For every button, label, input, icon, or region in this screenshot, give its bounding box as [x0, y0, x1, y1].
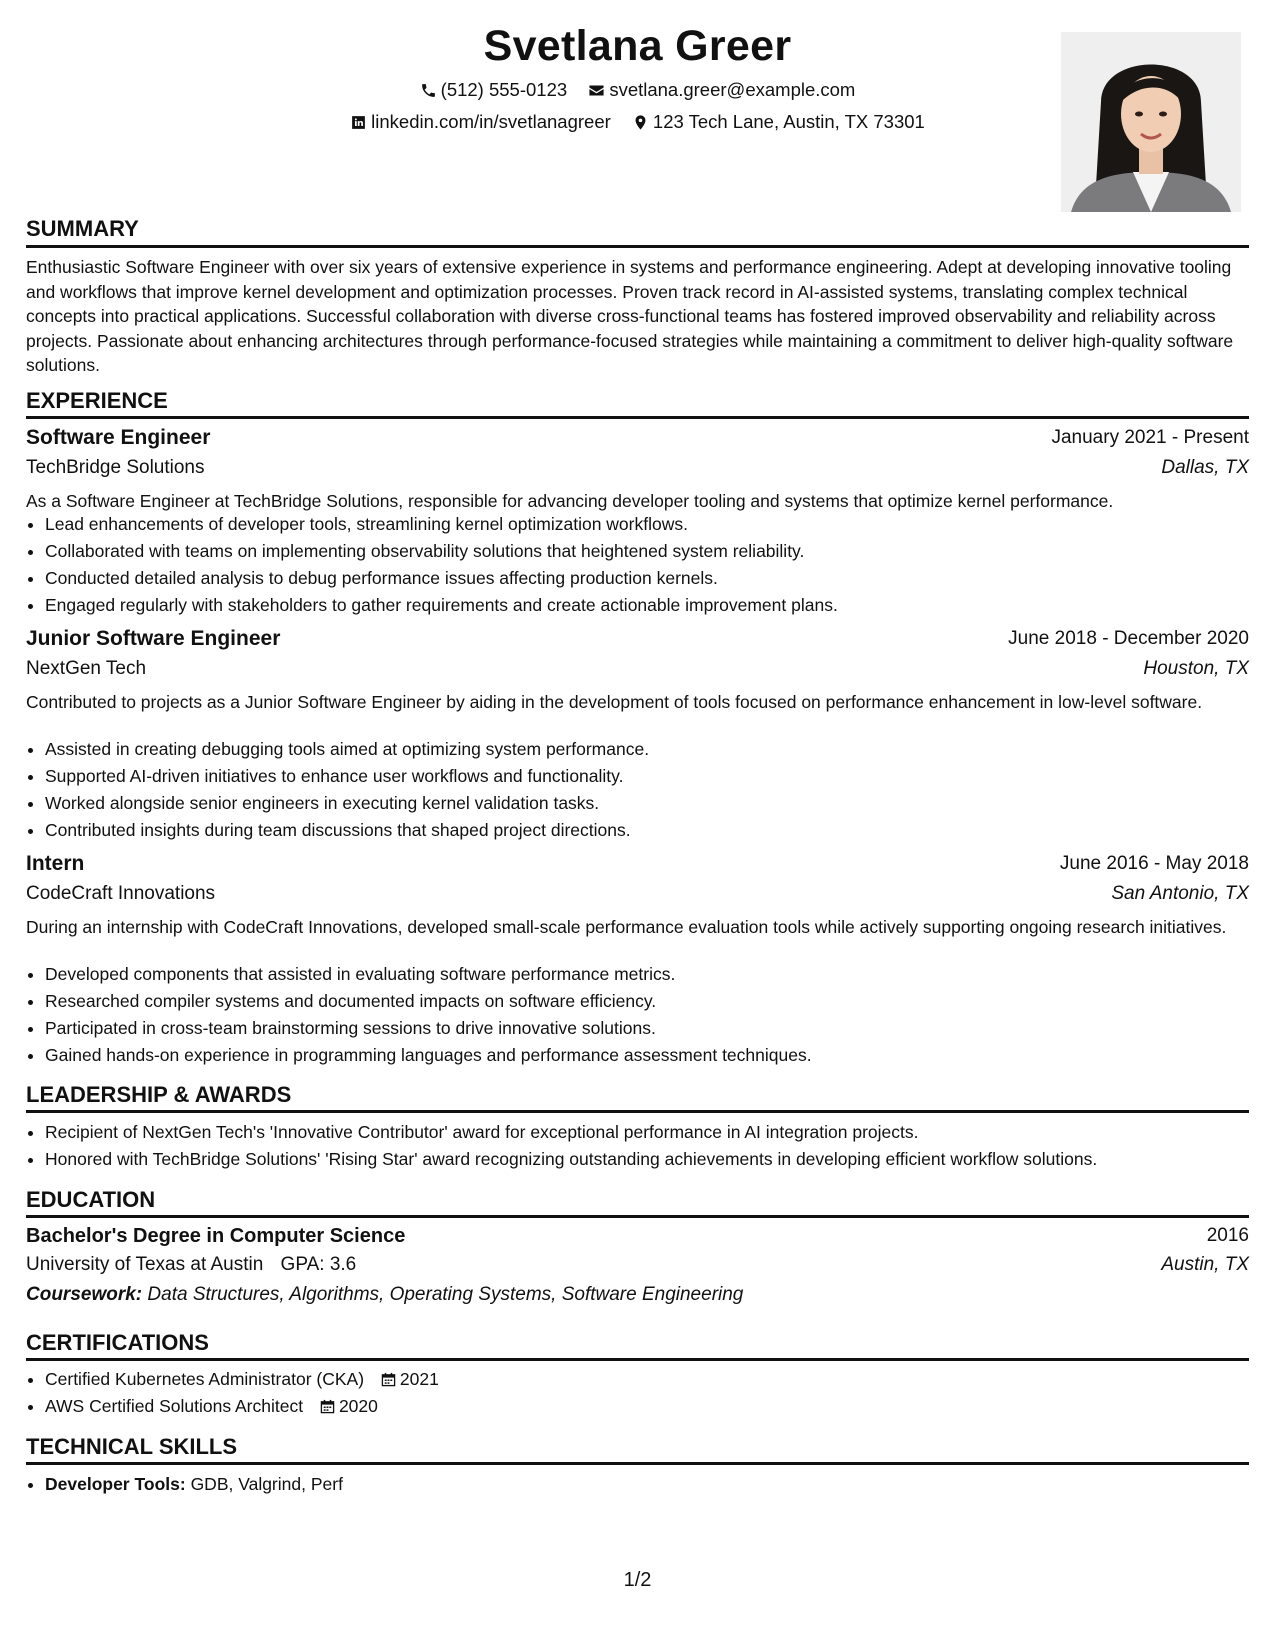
coursework-text: Data Structures, Algorithms, Operating Systems, Software Engineering: [147, 1284, 744, 1305]
job-title: Intern: [26, 852, 85, 875]
candidate-name: Svetlana Greer: [483, 22, 792, 70]
linkedin-item[interactable]: [350, 111, 611, 133]
address-item: [632, 111, 925, 133]
list-item: • Conducted detailed analysis to debug performance issues affecting production kernels.: [45, 565, 1268, 592]
phone-text: (512) 555-0123: [440, 79, 568, 100]
job-dates: June 2016 - May 2018: [1059, 853, 1249, 874]
certifications-list: [26, 1366, 1268, 1420]
job-bullets: [26, 511, 1268, 619]
address-text: 123 Tech Lane, Austin, TX 73301: [652, 111, 925, 132]
job-location: San Antonio, TX: [1111, 883, 1249, 904]
leadership-heading: LEADERSHIP & AWARDS: [26, 1082, 292, 1107]
skill-value: GDB, Valgrind, Perf: [190, 1474, 343, 1494]
graduation-year: 2016: [1206, 1225, 1249, 1246]
school-name: University of Texas at Austin: [26, 1254, 264, 1275]
school-line: [26, 1254, 356, 1276]
phone-icon: [420, 82, 437, 99]
phone-item: [420, 79, 568, 101]
list-item: • Worked alongside senior engineers in executing kernel validation tasks.: [45, 790, 1268, 817]
list-item: • Gained hands-on experience in programming languages and performance assessment techniques.: [45, 1042, 1268, 1069]
job-bullets: [26, 961, 1268, 1069]
summary-divider: [26, 245, 1249, 248]
coursework-line: [26, 1284, 743, 1306]
envelope-icon: [588, 82, 605, 99]
job-company: NextGen Tech: [26, 658, 147, 679]
certification-year: 2020: [338, 1396, 378, 1416]
list-item: • Supported AI-driven initiatives to enhance user workflows and functionality.: [45, 763, 1268, 790]
job-dates: January 2021 - Present: [1051, 427, 1249, 448]
degree-title: Bachelor's Degree in Computer Science: [26, 1225, 406, 1247]
list-item: [45, 1471, 1268, 1498]
list-item: • Developed components that assisted in evaluating software performance metrics.: [45, 961, 1268, 988]
linkedin-icon: [350, 114, 367, 131]
experience-heading: EXPERIENCE: [26, 388, 168, 413]
certification-name: Certified Kubernetes Administrator (CKA): [45, 1369, 365, 1389]
job-dates: June 2018 - December 2020: [1008, 628, 1249, 649]
list-item: • Participated in cross-team brainstorming sessions to drive innovative solutions.: [45, 1015, 1268, 1042]
skills-divider: [26, 1462, 1249, 1465]
list-item: [45, 1393, 1268, 1420]
certification-year: 2021: [399, 1369, 439, 1389]
skills-heading: TECHNICAL SKILLS: [26, 1434, 238, 1459]
list-item: • Collaborated with teams on implementing observability solutions that heightened system reliability.: [45, 538, 1268, 565]
leadership-bullets: [26, 1119, 1268, 1173]
email-item[interactable]: [588, 79, 855, 101]
profile-photo: [1061, 32, 1241, 212]
skills-list: [26, 1471, 1268, 1498]
gpa: GPA: 3.6: [280, 1254, 357, 1275]
list-item: • Honored with TechBridge Solutions' 'Rising Star' award recognizing outstanding achievements in developing efficient workflow solutions.: [45, 1146, 1268, 1173]
calendar-icon: [381, 1372, 396, 1387]
job-description: As a Software Engineer at TechBridge Solutions, responsible for advancing developer tooling and systems that optimize kernel performance.: [26, 491, 1114, 511]
job-location: Houston, TX: [1143, 658, 1249, 679]
list-item: • Recipient of NextGen Tech's 'Innovative Contributor' award for exceptional performance in AI integration projects.: [45, 1119, 1268, 1146]
list-item: • Lead enhancements of developer tools, streamlining kernel optimization workflows.: [45, 511, 1268, 538]
education-heading: EDUCATION: [26, 1187, 156, 1212]
summary-heading: SUMMARY: [26, 216, 139, 241]
job-title: Software Engineer: [26, 426, 211, 449]
job-description: During an internship with CodeCraft Innovations, developed small-scale performance evaluation tools while actively supporting ongoing research initiatives.: [26, 917, 1227, 937]
school-location: Austin, TX: [1161, 1254, 1249, 1275]
map-pin-icon: [632, 114, 649, 131]
skill-label: Developer Tools:: [45, 1474, 186, 1494]
list-item: • Assisted in creating debugging tools aimed at optimizing system performance.: [45, 736, 1268, 763]
list-item: • Researched compiler systems and documented impacts on software efficiency.: [45, 988, 1268, 1015]
list-item: [45, 1366, 1268, 1393]
coursework-label: Coursework:: [26, 1284, 143, 1305]
job-location: Dallas, TX: [1161, 457, 1249, 478]
leadership-divider: [26, 1110, 1249, 1113]
job-description: Contributed to projects as a Junior Software Engineer by aiding in the development of tools focused on performance enhancement in low-level software.: [26, 692, 1203, 712]
resume-page: [26, 0, 1249, 1650]
certification-name: AWS Certified Solutions Architect: [45, 1396, 304, 1416]
certifications-divider: [26, 1358, 1249, 1361]
calendar-icon: [320, 1399, 335, 1414]
linkedin-text[interactable]: linkedin.com/in/svetlanagreer: [371, 111, 611, 132]
experience-divider: [26, 416, 1249, 419]
summary-text: Enthusiastic Software Engineer with over six years of extensive experience in systems and performance engineering. Adept at developing innovative tooling and workflows that improve kernel development and optimization processes. Proven track record in AI-assisted systems, translating complex technical concepts into practical applications. Successful collaboration with diverse cross-functional teams has fostered improved observability and reliability across projects. Passionate about enhancing architectures through performance-focused strategies while maintaining a commitment to deliver high-quality software solutions.: [26, 257, 1234, 375]
list-item: • Contributed insights during team discussions that shaped project directions.: [45, 817, 1268, 844]
page-number: 1/2: [623, 1569, 652, 1591]
job-bullets: [26, 736, 1268, 844]
job-company: TechBridge Solutions: [26, 457, 205, 478]
education-divider: [26, 1215, 1249, 1218]
list-item: • Engaged regularly with stakeholders to gather requirements and create actionable improvement plans.: [45, 592, 1268, 619]
email-text[interactable]: svetlana.greer@example.com: [609, 79, 856, 100]
job-company: CodeCraft Innovations: [26, 883, 216, 904]
certifications-heading: CERTIFICATIONS: [26, 1330, 209, 1355]
job-title: Junior Software Engineer: [26, 627, 281, 650]
